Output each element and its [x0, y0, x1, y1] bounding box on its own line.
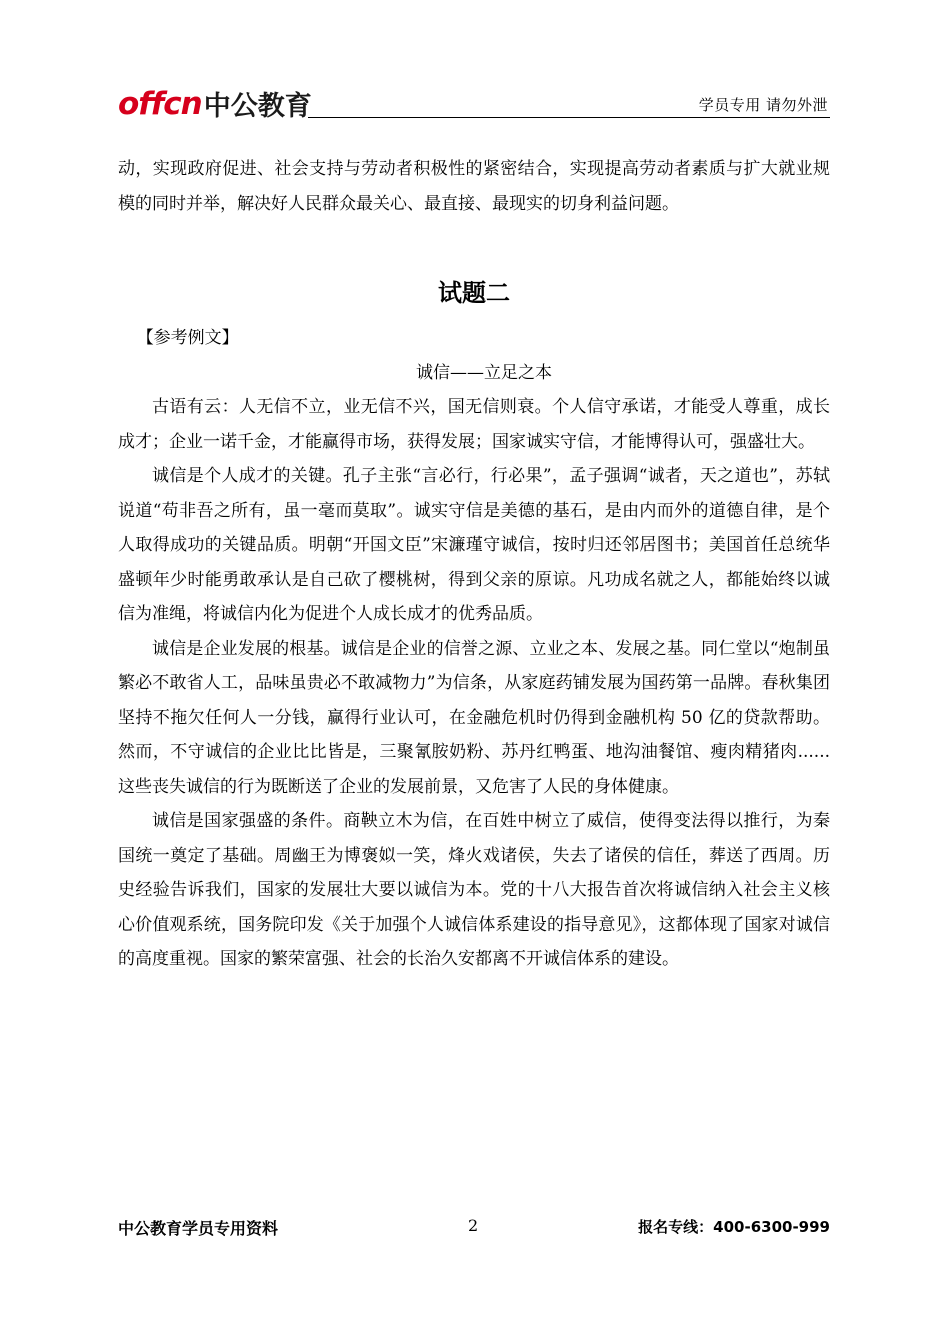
essay-paragraph: 古语有云：人无信不立，业无信不兴，国无信则衰。个人信守承诺，才能受人尊重，成长成才；企业一诺千金，才能赢得市场，获得发展；国家诚实守信，才能博得认可，强盛壮大。: [118, 397, 830, 452]
essay-title: 诚信——立足之本: [416, 362, 552, 383]
logo-chinese-text: 中公教育: [203, 91, 312, 122]
footer-hotline: 报名专线：400-6300-999: [638, 1218, 830, 1236]
page-header: [118, 80, 830, 120]
continuation-paragraph: 动，实现政府促进、社会支持与劳动者积极性的紧密结合，实现提高劳动者素质与扩大就业规模的同时并举，解决好人民群众最关心、最直接、最现实的切身利益问题。: [118, 159, 830, 214]
footer-publisher: 中公教育学员专用资料: [118, 1219, 279, 1238]
essay-paragraph: 诚信是个人成才的关键。孔子主张“言必行，行必果”，孟子强调“诚者，天之道也”，苏轼说道“苟非吾之所有，虽一毫而莫取”。诚实守信是美德的基石，是由内而外的道德自律，是个人取得成功的关键品质。明朝“开国文臣”宋濂瑾守诚信，按时归还邻居图书；美国首任总统华盛顿年少时能勇敢承认是自己砍了樱桃树，得到父亲的原谅。凡功成名就之人，都能始终以诚信为准绳，将诚信内化为促进个人成长成才的优秀品质。: [118, 466, 830, 624]
confidential-tag: 学员专用 请勿外泄: [698, 96, 828, 114]
offcn-logo: [118, 80, 312, 120]
essay-paragraph: 诚信是企业发展的根基。诚信是企业的信誉之源、立业之本、发展之基。同仁堂以“炮制虽繁必不敢省人工，品味虽贵必不敢减物力”为信条，从家庭药铺发展为国药第一品牌。春秋集团坚持不拖欠任何人一分钱，赢得行业认可，在金融危机时仍得到金融机构 50 亿的贷款帮助。然而，不守诚信的企业比比皆是，三聚氰胺奶粉、苏丹红鸭蛋、地沟油餐馆、瘦肉精猪肉......这些丧失诚信的行为既断送了企业的发展前景，又危害了人民的身体健康。: [118, 638, 830, 797]
reference-label: 【参考例文】: [136, 328, 239, 348]
document-body: [118, 152, 830, 977]
logo-latin-text: offcn: [118, 86, 202, 122]
section-title: 试题二: [438, 279, 510, 307]
essay-paragraph: 诚信是国家强盛的条件。商鞅立木为信，在百姓中树立了威信，使得变法得以推行，为秦国统一奠定了基础。周幽王为博褒姒一笑，烽火戏诸侯，失去了诸侯的信任，葬送了西周。历史经验告诉我们，国家的发展壮大要以诚信为本。党的十八大报告首次将诚信纳入社会主义核心价值观系统，国务院印发《关于加强个人诚信体系建设的指导意见》，这都体现了国家对诚信的高度重视。国家的繁荣富强、社会的长治久安都离不开诚信体系的建设。: [118, 811, 830, 969]
page-footer: [118, 1216, 830, 1240]
header-divider: [308, 117, 830, 118]
page-number: 2: [468, 1216, 479, 1235]
